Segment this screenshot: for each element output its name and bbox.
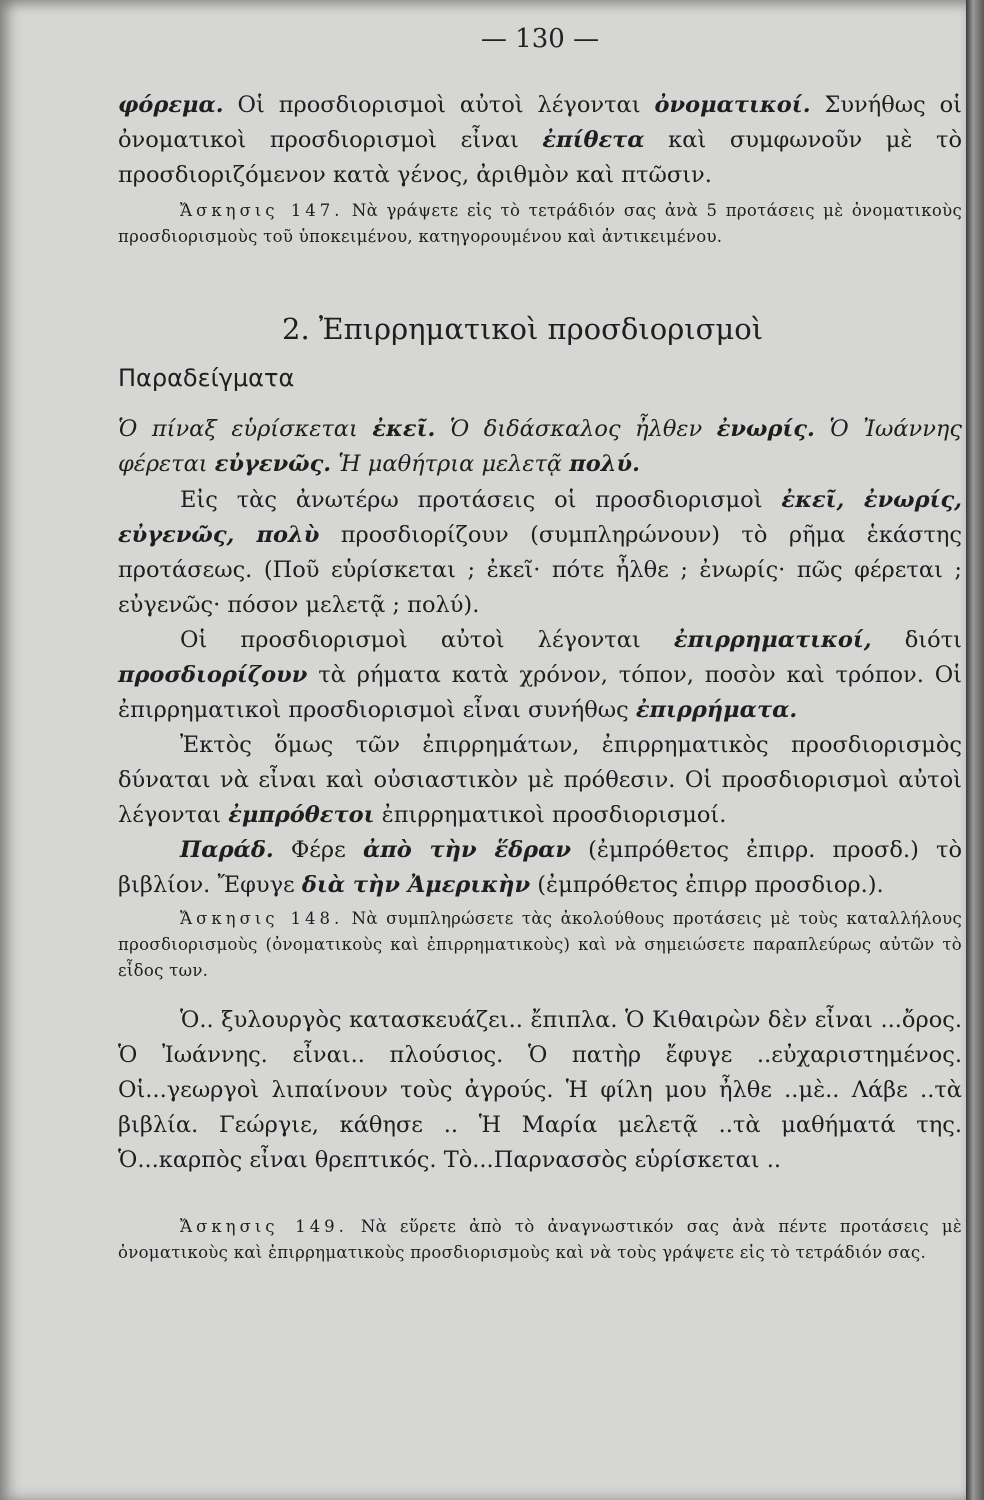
exercise-label: Ἄσκησις 148. [180,909,344,928]
bold-term: ἐκεῖ. [372,416,436,442]
text-run: Φέρε [273,837,363,863]
text-run: προσδιορίζουν (συμπληρώνουν) τὸ ρῆμα ἑκάστης προτάσεως. (Ποῦ εὑρίσκεται ; ἐκεῖ· πότε ἦλθε ; ἐνωρίς· πῶς φέρεται ; εὐγενῶς· πόσον μελετᾷ ; πολύ). [118,522,962,618]
example-text: Ἡ μαθήτρια μελετᾷ [331,451,570,477]
exercise-label: Ἄσκησις 149. [180,1217,348,1236]
bold-term: Παράδ. [180,837,274,863]
paragraph-definition [118,623,962,728]
bold-term: ὀνοματικοί. [654,92,811,118]
paragraph-explanation [118,483,962,623]
text-run: Οἱ προσδιορισμοὶ αὐτοὶ λέγονται [223,92,655,118]
text-run: Ἐκτὸς ὅμως τῶν ἐπιρρημάτων, ἐπιρρηματικὸς προσδιορισμὸς δύναται νὰ εἶναι καὶ οὐσιαστικὸν μὲ πρόθεσιν. Οἱ προσδιορισμοὶ αὐτοὶ λέγονται [118,732,962,828]
fill-in-text: Ὁ.. ξυλουργὸς κατασκευάζει.. ἔπιπλα. Ὁ Κιθαιρὼν δὲν εἶναι ...ὄρος. Ὁ Ἰωάννης. εἶναι.. πλούσιος. Ὁ πατὴρ ἔφυγε ..εὐχαριστημένος. Οἱ...γεωργοὶ λιπαίνουν τοὺς ἀγρούς. Ἡ φίλη μου ἦλθε ..μὲ.. Λάβε ..τὰ βιβλία. Γεώργιε, κάθησε .. Ἡ Μαρία μελετᾷ ..τὰ μαθήματά της. Ὁ...καρπὸς εἶναι θρεπτικός. Τὸ...Παρνασσὸς εὑρίσκεται .. [118,1007,962,1173]
text-run: Συνήθως οἱ ὀνοματικοὶ προσδιορισμοὶ εἶναι [118,92,962,153]
exercise-text: Νὰ συμπληρώσετε τὰς ἀκολούθους προτάσεις μὲ τοὺς καταλλήλους προσδιορισμοὺς (ὀνοματικοὺς καὶ ἐπιρρηματικοὺς) καὶ νὰ σημειώσετε παραπλεύρως αὐτῶν τὸ εἶδος των. [118,909,962,980]
section-heading: 2. Ἐπιρρηματικοὶ προσδιορισμοὶ [282,312,764,346]
paragraph-examples-prepositional [118,833,962,903]
example-text: Ὁ διδάσκαλος ἦλθεν [435,416,717,442]
text-run: (ἐμπρόθετος ἐπιρρ. προσδ.) τὸ βιβλίον. Ἔφυγε [118,837,962,898]
exercise-147 [118,198,962,250]
paragraph-onomastic-end [118,88,962,193]
bold-term: ἐκεῖ, ἐνωρίς, εὐγενῶς, πολὺ [118,487,962,548]
text-run: (ἐμπρόθετος ἐπιρρ προσδιορ.). [530,872,884,898]
exercise-text: Νὰ γράψετε εἰς τὸ τετράδιόν σας ἀνὰ 5 προτάσεις μὲ ὀνοματικοὺς προσδιορισμοὺς τοῦ ὑποκειμένου, κατηγορουμένου καὶ ἀντικειμένου. [118,201,962,246]
examples-paragraph [118,412,962,482]
page-number: — 130 — [480,24,600,54]
text-run: ἐπιρρηματικοὶ προσδιορισμοί. [374,802,727,828]
fill-in-sentences [118,1003,962,1178]
bold-term: ἐνωρίς. [716,416,815,442]
text-run: Εἰς τὰς ἀνωτέρω προτάσεις οἱ προσδιορισμοὶ [180,487,782,513]
example-text: Ὁ πίναξ εὑρίσκεται [118,416,373,442]
exercise-149 [118,1214,962,1266]
bold-term: προσδιορίζουν [118,662,308,688]
exercise-label: Ἄσκησις 147. [180,201,344,220]
exercise-148 [118,906,962,984]
bold-term: εὐγενῶς. [214,451,332,477]
bold-term: ἐμπρόθετοι [228,802,375,828]
text-run: διότι [871,627,962,653]
text-run: καὶ συμφωνοῦν μὲ τὸ προσδιοριζόμενον κατὰ γένος, ἀριθμὸν καὶ πτῶσιν. [118,127,963,188]
paragraph-prepositional [118,728,962,833]
bold-term: ἐπίθετα [542,127,645,153]
example-text: Ὁ Ἰωάννης φέρεται [118,416,962,477]
text-run: τὰ ρήματα κατὰ χρόνον, τόπον, ποσὸν καὶ τρόπον. Οἱ ἐπιρρηματικοὶ προσδιορισμοὶ εἶναι συνήθως [118,662,962,723]
bold-term: ἀπὸ τὴν ἕδραν [362,837,572,863]
book-spine-edge [966,0,984,1500]
examples-subheading: Παραδείγματα [118,364,295,392]
bold-term: διὰ τὴν Ἀμερικὴν [301,872,531,898]
bold-term: ἐπιρρήματα. [635,697,798,723]
text-run: Οἱ προσδιορισμοὶ αὐτοὶ λέγονται [180,627,674,653]
bold-term: ἐπιρρηματικοί, [673,627,872,653]
exercise-text: Νὰ εὕρετε ἀπὸ τὸ ἀναγνωστικόν σας ἀνὰ πέντε προτάσεις μὲ ὀνοματικοὺς καὶ ἐπιρρηματικοὺς προσδιορισμοὺς καὶ νὰ τοὺς γράψετε εἰς τὸ τετράδιόν σας. [118,1217,962,1262]
bold-term: πολύ. [569,451,640,477]
bold-term: φόρεμα. [118,92,224,118]
